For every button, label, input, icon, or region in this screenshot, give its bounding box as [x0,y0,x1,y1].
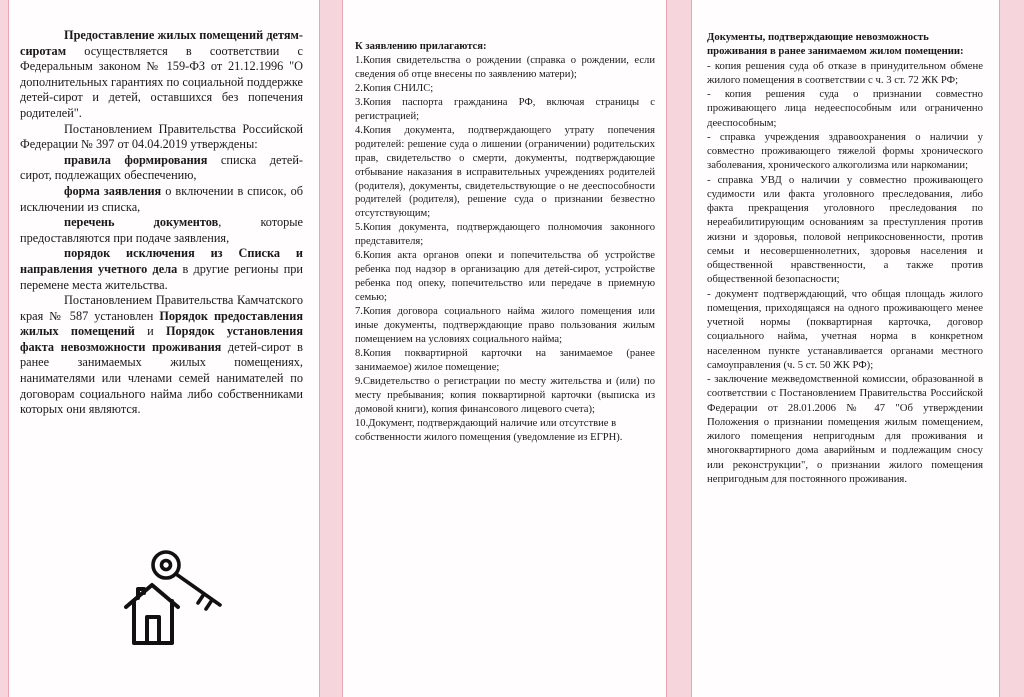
approved-item-documents: перечень документов, которые предоставляются при подаче заявления, [20,215,304,245]
approved-item-exclusion: порядок исключения из Списка и направления учетного дела в другие регионы при перемене места жительства. [20,246,304,292]
impossibility-item-5: - документ подтверждающий, что общая площадь жилого помещения, приходящаяся на одного проживающего менее учетной нормы (поквартирная карточка, договор социального найма, учетная норма в конкретном населенном пункте устанавливается органами местного самоуправления (ч. 5 ст. 50 ЖК РФ); [707,287,983,371]
fold-strip-1 [320,0,342,697]
fold-strip-2 [667,0,691,697]
impossibility-heading: Документы, подтверждающие невозможность проживания в ранее занимаемом жилом помещении: [707,31,964,58]
intro-text: осуществляется в соответствии с Федеральным законом № 159-ФЗ от 21.12.1996 "О дополнительных гарантиях по социальной поддержке детей-сирот и детей, оставшихся без попечения родителей". [20,43,303,120]
attachment-item-1: 1.Копия свидетельства о рождении (справка о рождении, если сведения об отце внесены по заявлению матери); [355,54,655,80]
intro-paragraph [20,28,303,122]
attachment-item-10: 10.Документ, подтверждающий наличие или отсутствие в собственности жилого помещения (уведомление из ЕГРН). [355,417,623,443]
attachment-item-6: 6.Копия акта органов опеки и попечительства об устройстве ребенка под надзор в организацию для детей-сирот, устройстве ребенка под опеку, попечительство или передаче в приемную семью; [355,250,655,304]
decree-397-paragraph: Постановлением Правительства Российской Федерации № 397 от 04.04.2019 утверждены: [20,121,303,152]
column-3 [707,30,983,486]
impossibility-item-1: - копия решения суда об отказе в принудительном обмене жилого помещения в соответствии с ч. 3 ст. 72 ЖК РФ; [707,59,983,86]
approved-item-rules: правила формирования списка детей-сирот, подлежащих обеспечению, [20,152,303,183]
intro-title: Предоставление жилых помещений детям-сиротам [20,28,303,58]
impossibility-item-3: - справка учреждения здравоохранения о наличии у совместно проживающего тяжелой формы хронического заболевания, хронического алкоголизма или наркомании; [707,130,983,172]
left-margin-strip [0,0,8,697]
attachment-item-5: 5.Копия документа, подтверждающего полномочия законного представителя; [355,222,655,248]
decree-587-paragraph: Постановлением Правительства Камчатского края № 587 установлен Порядок предоставления жилых помещений и Порядок установления факта невозможности проживания детей-сирот в ранее занимаемых жилых помещениях, нанимателями или членами семей нанимателей по договорам социального найма либо собственниками которых они являются. [20,293,304,417]
column-1 [20,28,303,418]
attachment-item-2: 2.Копия СНИЛС; [355,82,434,94]
impossibility-item-6: - заключение межведомственной комиссии, образованной в соответствии с Постановлением Правительства Российской Федерации от 28.01.2006 № 47 "Об утверждении Положения о признании помещения жилым помещением, жилого помещения непригодным для проживания и многоквартирного дома аварийным и подлежащим сносу или реконструкции", о признании жилого помещения непригодным для постоянного проживания. [707,373,983,485]
attachment-item-4: 4.Копия документа, подтверждающего утрату попечения родителей: решение суда о лишении (ограничении) родительских прав, свидетельство о смерти, документы, подтверждающие отбывание наказания в исправительных учреждениях родителей (родителя), документы, свидетельствующие о не дееспособности родителей (родителя), решение суда о признании безвестно отсутствующим; [355,124,655,220]
attachment-item-8: 8.Копия поквартирной карточки на занимаемое (ранее занимаемое) жилое помещение; [355,347,655,373]
impossibility-item-4: - справка УВД о наличии у совместно проживающего судимости или факта уголовного преследования, либо факта прекращения уголовного преследования по нереабилитирующим основаниям за преступления против жизни и здоровья, половой неприкосновенности, против семьи и несовершеннолетних, здоровья населения и общественной нравственности, а также против общественной безопасности; [707,173,983,286]
column-2 [355,40,655,445]
attachment-item-9: 9.Свидетельство о регистрации по месту жительства и (или) по месту пребывания; копия поквартирной карточки (выписка из домовой книги), копия финансового лицевого счета); [355,375,655,415]
right-margin-strip [1000,0,1024,697]
impossibility-item-2: - копия решения суда о признании совместно проживающего лица недееспособным или ограниченно дееспособным; [707,88,983,129]
approved-item-form: форма заявления о включении в список, об исключении из списка, [20,183,303,214]
attachments-heading: К заявлению прилагаются: [355,41,487,52]
house-key-icon [120,545,230,650]
attachment-item-3: 3.Копия паспорта гражданина РФ, включая страницы с регистрацией; [355,96,655,122]
attachment-item-7: 7.Копия договора социального найма жилого помещения или иные документы, подтверждающие право пользования жилым помещением на условиях социального найма; [355,306,655,346]
